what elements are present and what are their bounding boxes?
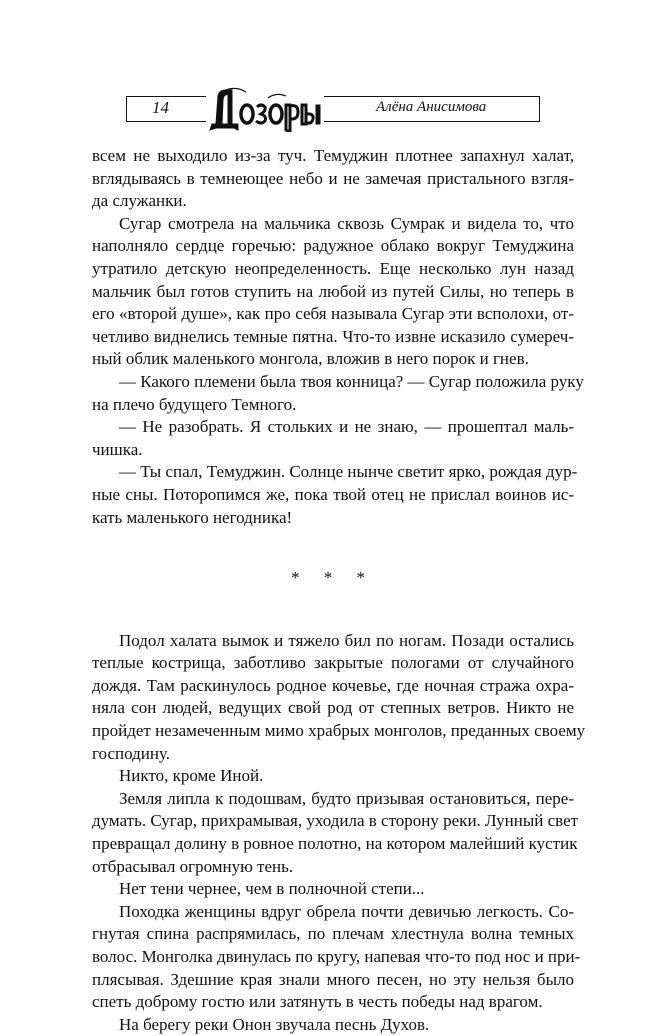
paragraph: [92, 901, 581, 1014]
paragraph: [92, 630, 586, 766]
text-line: Подол халата вымок и тяжело бил по ногам. Позади остались: [119, 630, 574, 650]
paragraph: [92, 1014, 574, 1036]
text-line: — Не разобрать. Я стольких и не знаю, — прошептал маль-: [119, 417, 574, 437]
section-gap: [92, 608, 574, 630]
paragraph: [92, 371, 584, 416]
text-line: отбрасывал огромную тень.: [92, 856, 294, 876]
text-line: — Ты спал, Темуджин. Солнце нынче светит ярко, рождая дур-: [119, 462, 578, 482]
section-gap: [92, 529, 574, 551]
author-name: Алёна Анисимова: [376, 99, 487, 115]
header-rule-top-right: [314, 96, 540, 97]
paragraph: [92, 765, 574, 788]
text-line: да служанки.: [92, 191, 187, 211]
dozory-logo-graphic: [206, 86, 324, 132]
text-line: пройдет незамеченным мимо храбрых монголов, преданных своему: [92, 721, 586, 741]
text-line: вглядываясь в темнеющее небо и не замечая пристального взгля-: [92, 168, 574, 188]
page-number: 14: [152, 98, 169, 117]
paragraph: [92, 145, 574, 213]
body-text: [92, 145, 586, 1036]
text-line: на плечо будущего Темного.: [92, 394, 297, 414]
paragraph: [92, 788, 579, 878]
running-header: [126, 84, 540, 134]
text-line: превращал долину в ровное полотно, на котором малейший кустик: [92, 834, 578, 854]
text-line: мальчик был готов ступить на любой из путей Силы, но теперь в: [92, 281, 574, 301]
dozory-logo: [206, 86, 324, 132]
text-line: гнутая спина распрямилась, по плечам хлестнула волна темных: [92, 924, 574, 944]
text-line: четливо виднелись темные пятна. Что-то извне исказило сумереч-: [92, 326, 574, 346]
text-line: Сугар смотрела на мальчика сквозь Сумрак и видела то, что: [119, 213, 574, 233]
text-line: теплые кострища, заботливо закрытые пологами от случайного: [92, 653, 574, 673]
text-line: господину.: [92, 743, 171, 763]
text-line: думать. Сугар, прихрамывая, уходила в сторону реки. Лунный свет: [92, 811, 579, 831]
text-line: Земля липла к подошвам, будто призывая остановиться, пере-: [119, 788, 574, 808]
text-line: плясывая. Здешние края знали много песен, но эту нельзя было: [92, 969, 574, 989]
paragraph: [92, 878, 574, 901]
paragraph: [92, 416, 574, 461]
paragraph: [92, 213, 574, 371]
text-line: дождя. Там раскинулось родное кочевье, где ночная стража охра-: [92, 675, 574, 695]
text-line: волос. Монголка двинулась по кругу, напевая что-то под нос и при-: [92, 947, 581, 966]
text-line: Походка женщины вдруг обрела почти девичью легкость. Со-: [119, 901, 574, 921]
section-separator: * * *: [291, 568, 375, 588]
paragraph: [92, 461, 578, 529]
text-line: утратило детскую неопределенность. Еще несколько лун назад: [92, 258, 574, 278]
header-rule-left-cap: [126, 96, 127, 121]
text-line: Нет тени чернее, чем в полночной степи...: [119, 879, 425, 899]
text-line: всем не выходило из-за туч. Темуджин плотнее запахнул халат,: [92, 146, 574, 165]
text-line: кать маленького негодника!: [92, 507, 293, 527]
text-line: — Какого племени была твоя конница? — Сугар положила руку: [119, 371, 584, 391]
header-rule-bottom-right: [314, 121, 540, 122]
text-line: Никто, кроме Иной.: [119, 766, 264, 786]
text-line: няла сон людей, ведущих свой род от степных ветров. Никто не: [92, 698, 574, 718]
header-rule-right-cap: [539, 96, 540, 121]
text-line: ный облик маленького монгола, вложив в него порок и гнев.: [92, 349, 529, 369]
text-line: На берегу реки Онон звучала песнь Духов.: [119, 1014, 430, 1034]
text-line: наполняло сердце горечью: радужное облако вокруг Темуджина: [92, 236, 574, 256]
text-line: ные сны. Поторопимся же, пока твой отец не прислал воинов ис-: [92, 484, 574, 504]
text-line: его «второй душе», как про себя называла Сугар эти всполохи, от-: [92, 304, 574, 324]
header-rule-top-left: [126, 96, 214, 97]
text-line: спеть доброму гостю или затянуть в честь победы над врагом.: [92, 992, 543, 1012]
text-line: чишка.: [92, 439, 143, 459]
header-rule-bottom-left: [126, 121, 214, 122]
